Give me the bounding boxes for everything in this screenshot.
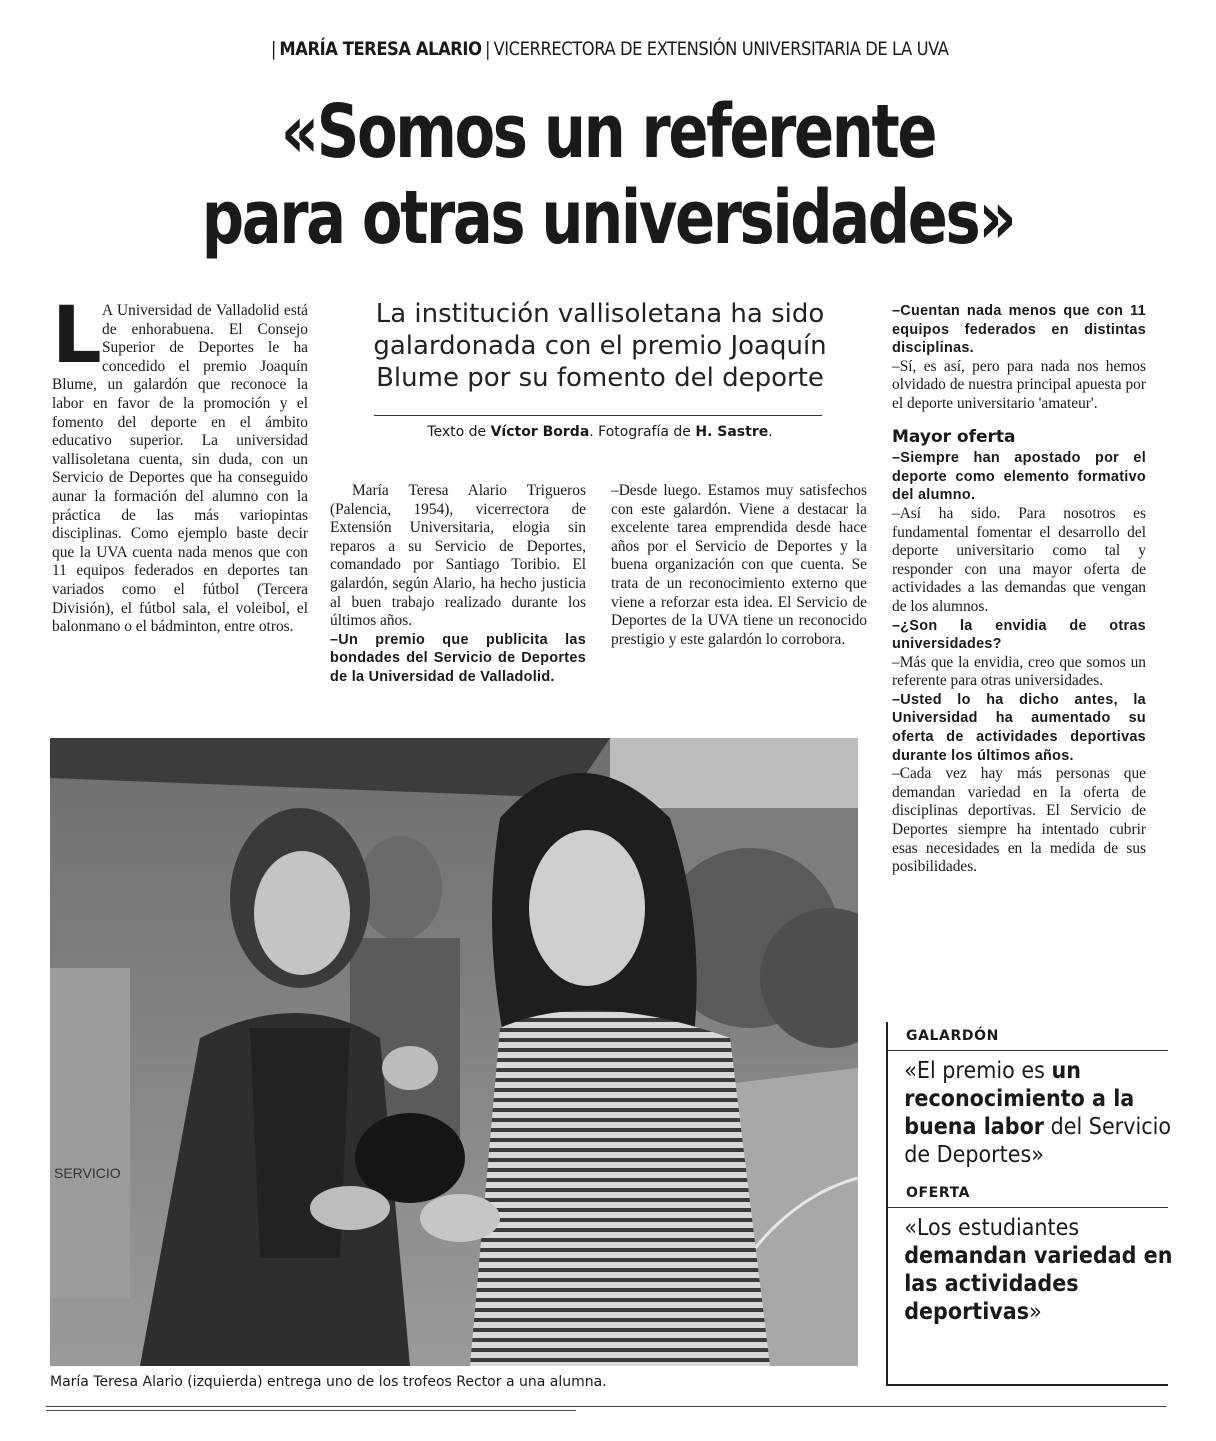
pullquote-label: GALARDÓN (888, 1022, 1168, 1051)
photo-illustration (50, 738, 858, 1366)
interview-answer: –Desde luego. Estamos muy satisfechos con este galardón. Viene a destacar la excelente tarea emprendida desde hace años por el Servicio de Deportes y la buena organización con que cuenta. Se trata de un reconocimiento externo que viene a reforzar esta idea. El Servicio de Deportes de la UVA tiene un reconocido prestigio y este galardón lo corrobora. (611, 482, 867, 648)
byline-text-label: Texto de (427, 424, 491, 440)
pullquote-bold: demandan variedad en las actividades deportivas (904, 1243, 1173, 1325)
pullquote-text (888, 1051, 1174, 1179)
article-deck: La institución vallisoletana ha sido galardonada con el premio Joaquín Blume por su fomento del deporte (373, 299, 827, 393)
pullquote-post: » (1029, 1299, 1042, 1325)
section-subhead: Mayor oferta (892, 426, 1016, 447)
interview-question: –¿Son la envidia de otras universidades? (892, 617, 1146, 653)
byline-author: Víctor Borda (490, 424, 590, 440)
interview-answer: –Cada vez hay más personas que demandan variedad en la oferta de disciplinas deportivas. El Servicio de Deportes siempre ha intentado cubrir esas necesidades en la medida de sus posibilidades. (892, 765, 1146, 876)
interview-question: –Cuentan nada menos que con 11 equipos federados en distintas disciplinas. (892, 303, 1146, 357)
byline-photo-label: . Fotografía de (589, 424, 696, 440)
pullquote-box (886, 1022, 1173, 1386)
article-column-4 (892, 302, 1146, 877)
pullquote-bold: un reconocimiento a la buena labor (904, 1058, 1135, 1140)
bottom-rule-secondary (46, 1410, 576, 1411)
pullquote-pre: «El premio es (904, 1058, 1052, 1084)
interview-answer: –Así ha sido. Para nosotros es fundamental fomentar el desarrollo del deporte universitario como tal y responder con una mayor oferta de actividades a las demandas que vengan de los alumnos. (892, 504, 1146, 615)
interview-answer: –Sí, es así, pero para nada nos hemos olvidado de nuestra principal apuesta por el deporte universitario 'amateur'. (892, 357, 1146, 412)
interview-question: –Usted lo ha dicho antes, la Universidad ha aumentado su oferta de actividades deportivas durante los últimos años. (892, 691, 1146, 764)
photo-caption: María Teresa Alario (izquierda) entrega uno de los trofeos Rector a una alumna. (50, 1374, 607, 1390)
byline-photographer: H. Sastre (695, 424, 769, 440)
byline (330, 424, 870, 440)
pullquote-text (888, 1208, 1174, 1336)
bottom-rule (46, 1406, 1166, 1407)
article-kicker: | MARÍA TERESA ALARIO | VICERRECTORA DE EXTENSIÓN UNIVERSITARIA DE LA UVA (270, 38, 949, 60)
intro-paragraph: A Universidad de Valladolid está de enhorabuena. El Consejo Superior de Deportes le ha concedido el premio Joaquín Blume, un galardón que reconoce la labor en favor de la promoción y el fomento del deporte en el ámbito educativo superior. La universidad vallisoletana cuenta, sin duda, con un Servicio de Deportes que ha conseguido aunar la formación del alumno con la práctica de las más variopintas disciplinas. Como ejemplo baste decir que la UVA cuenta nada menos que con 11 equipos federados en deportes tan variados como el fútbol (Tercera División), el fútbol sala, el voleibol, el balonmano o el bádminton, entre otros. (52, 302, 308, 636)
byline-divider (374, 415, 822, 416)
interview-question: –Siempre han apostado por el deporte como elemento formativo del alumno. (892, 450, 1146, 504)
byline-end: . (768, 424, 773, 440)
kicker-role: VICERRECTORA DE EXTENSIÓN UNIVERSITARIA DE LA UVA (493, 38, 949, 60)
article-column-1 (52, 291, 308, 637)
article-photo (50, 738, 858, 1366)
pullquote-pre: «Los estudiantes (904, 1215, 1080, 1241)
headline-line-1: «Somos un referente (280, 89, 936, 175)
article-column-3 (611, 482, 867, 649)
article-column-2 (330, 482, 586, 687)
headline-line-2: para otras universidades» (201, 175, 1015, 261)
pullquote-post: del Servicio de Deportes» (904, 1114, 1171, 1168)
drop-cap: L (52, 291, 102, 381)
kicker-name: MARÍA TERESA ALARIO (279, 38, 482, 60)
body-paragraph: María Teresa Alario Trigueros (Palencia, 1954), vicerrectora de Extensión Universitaria, elogia sin reparos a su Servicio de Deportes, comandado por Santiago Toribio. El galardón, según Alario, ha hecho justicia al buen trabajo realizado durante los últimos años. (330, 482, 586, 630)
sign-text: SERVICIO (54, 1165, 121, 1181)
interview-answer: –Más que la envidia, creo que somos un referente para otras universidades. (892, 653, 1146, 690)
pullquote-label: OFERTA (888, 1179, 1168, 1208)
interview-question: –Un premio que publicita las bondades del Servicio de Deportes de la Universidad de Valladolid. (330, 631, 586, 685)
